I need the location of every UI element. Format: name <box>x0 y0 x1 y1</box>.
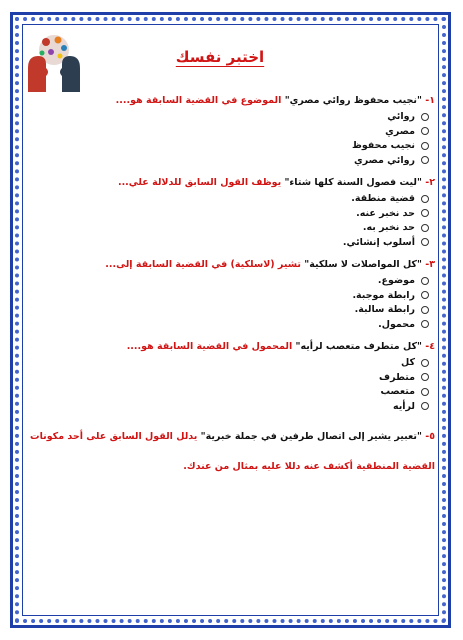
question-number: ٢- <box>425 177 435 188</box>
radio-circle-icon[interactable] <box>421 142 429 150</box>
question-quote: "كل متطرف متعصب لرأيه" <box>295 341 422 352</box>
question-2 <box>28 176 435 250</box>
option-label: متعصب <box>380 386 415 397</box>
option-label: كل <box>400 357 415 368</box>
option-label: متطرف <box>379 371 415 383</box>
question-5-text <box>28 422 435 482</box>
option-label: رابطة موجبة. <box>352 289 415 301</box>
option-item[interactable] <box>28 318 429 333</box>
question-1 <box>28 94 435 168</box>
option-item[interactable] <box>28 221 429 236</box>
option-item[interactable] <box>28 356 429 371</box>
option-item[interactable] <box>28 385 429 400</box>
option-item[interactable] <box>28 400 429 415</box>
question-prompt: الموضوع في القضية السابقة هو.... <box>115 95 282 106</box>
radio-circle-icon[interactable] <box>421 238 429 246</box>
question-4-options <box>28 356 435 414</box>
question-prompt: تشير (لاسلكية) في القضية السابقة إلى... <box>105 259 301 270</box>
question-1-options <box>28 110 435 168</box>
option-label: أسلوب إنشائي. <box>342 236 415 248</box>
thinking-heads-logo <box>24 34 84 92</box>
questions-list <box>28 94 435 490</box>
question-4 <box>28 340 435 414</box>
option-item[interactable] <box>28 139 429 154</box>
option-label: موضوع. <box>377 275 415 286</box>
radio-circle-icon[interactable] <box>421 156 429 164</box>
option-label: روائي <box>387 111 415 122</box>
option-item[interactable] <box>28 207 429 222</box>
option-item[interactable] <box>28 303 429 318</box>
radio-circle-icon[interactable] <box>421 113 429 121</box>
radio-circle-icon[interactable] <box>421 402 429 410</box>
radio-circle-icon[interactable] <box>421 359 429 367</box>
radio-circle-icon[interactable] <box>421 195 429 203</box>
question-number: ٣- <box>425 259 435 270</box>
question-number: ١- <box>425 95 435 106</box>
question-3-options <box>28 274 435 332</box>
question-prompt: يدلل القول السابق على أحد مكونات القضية المنطقية أكشف عنه دللا عليه بمثال من عندك. <box>30 431 435 472</box>
question-quote: "ليت فصول السنة كلها شتاء" <box>284 177 422 188</box>
radio-circle-icon[interactable] <box>421 209 429 217</box>
question-3 <box>28 258 435 332</box>
question-2-text <box>28 176 435 190</box>
question-1-text <box>28 94 435 108</box>
option-item[interactable] <box>28 371 429 386</box>
radio-circle-icon[interactable] <box>421 277 429 285</box>
question-4-text <box>28 340 435 354</box>
radio-circle-icon[interactable] <box>421 127 429 135</box>
option-label: لرأيه <box>392 400 415 412</box>
option-item[interactable] <box>28 110 429 125</box>
question-3-text <box>28 258 435 272</box>
question-quote: "تعبير يشير إلى اتصال طرفين في جملة خبرية" <box>200 431 422 442</box>
option-label: محمول. <box>378 318 415 330</box>
question-2-options <box>28 192 435 250</box>
option-label: قضية منطقة. <box>351 193 415 204</box>
option-label: مصري <box>385 125 415 137</box>
option-label: حد نخبر به. <box>362 222 415 233</box>
option-label: رابطة سالبة. <box>354 304 415 315</box>
radio-circle-icon[interactable] <box>421 320 429 328</box>
option-label: روائي مصري <box>354 154 415 166</box>
option-item[interactable] <box>28 125 429 140</box>
question-prompt: يوظف القول السابق للدلالة علي... <box>117 177 282 188</box>
option-item[interactable] <box>28 192 429 207</box>
option-item[interactable] <box>28 154 429 169</box>
radio-circle-icon[interactable] <box>421 291 429 299</box>
option-item[interactable] <box>28 289 429 304</box>
radio-circle-icon[interactable] <box>421 373 429 381</box>
question-quote: "نجيب محفوظ روائي مصري" <box>284 95 422 106</box>
option-item[interactable] <box>28 274 429 289</box>
question-5 <box>28 422 435 482</box>
radio-circle-icon[interactable] <box>421 388 429 396</box>
page-title: اختبر نفسك <box>175 48 265 66</box>
question-prompt: المحمول في القضية السابقة هو.... <box>126 341 293 352</box>
question-number: ٤- <box>425 341 435 352</box>
option-label: نجيب محفوظ <box>351 140 415 151</box>
question-number: ٥- <box>425 431 435 442</box>
radio-circle-icon[interactable] <box>421 306 429 314</box>
question-quote: "كل المواصلات لا سلكية" <box>304 259 422 270</box>
option-item[interactable] <box>28 236 429 251</box>
radio-circle-icon[interactable] <box>421 224 429 232</box>
option-label: حد نخبر عنه. <box>356 207 415 219</box>
